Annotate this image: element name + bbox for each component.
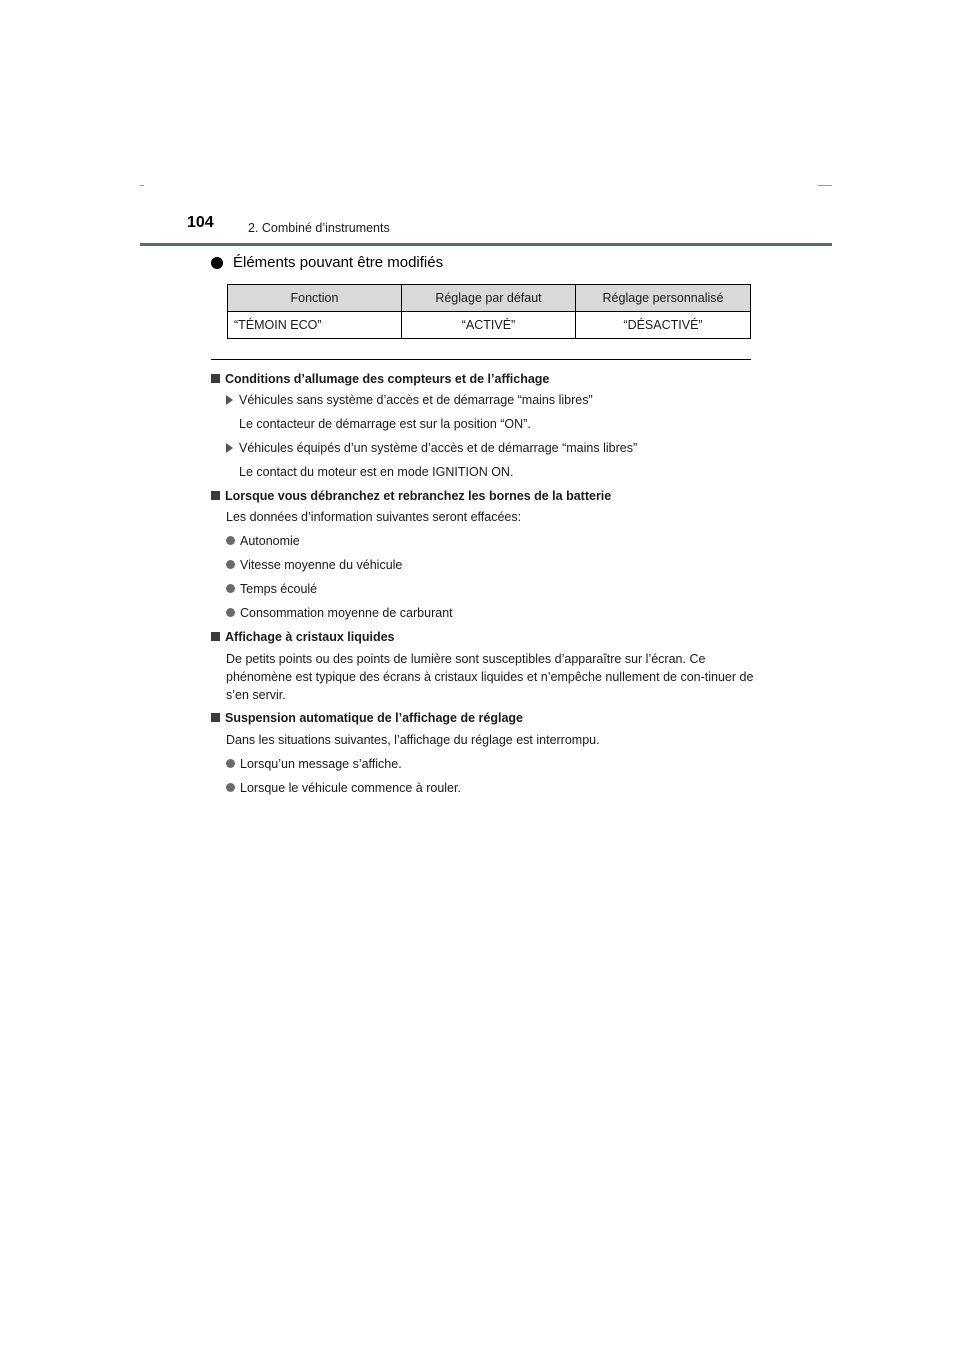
case-row xyxy=(226,439,637,457)
column-header: Fonction xyxy=(228,285,402,312)
case-label: Véhicules équipés d’un système d’accès et de démarrage “mains libres” xyxy=(239,441,638,455)
note-title: Conditions d’allumage des compteurs et de l’affichage xyxy=(225,372,550,386)
circle-bullet-icon xyxy=(226,560,235,569)
case-text: Le contact du moteur est en mode IGNITION ON. xyxy=(239,465,514,479)
page-number: 104 xyxy=(187,214,214,231)
list-item: Vitesse moyenne du véhicule xyxy=(226,556,402,574)
note-heading-battery xyxy=(211,487,611,505)
note-title: Affichage à cristaux liquides xyxy=(225,630,395,644)
crop-mark-right xyxy=(818,185,832,186)
note-heading-conditions xyxy=(211,370,549,388)
list-item: Lorsque le véhicule commence à rouler. xyxy=(226,779,461,797)
table-cell: “DÉSACTIVÉ” xyxy=(576,312,751,339)
case-row xyxy=(226,391,593,409)
note-intro: Dans les situations suivantes, l’affichage du réglage est interrompu. xyxy=(226,733,600,747)
case-text: Le contacteur de démarrage est sur la position “ON”. xyxy=(239,417,531,431)
list-item: Consommation moyenne de carburant xyxy=(226,604,453,622)
items-heading xyxy=(211,254,443,271)
case-label: Véhicules sans système d’accès et de démarrage “mains libres” xyxy=(239,393,593,407)
settings-table xyxy=(227,284,751,339)
header-rule xyxy=(140,243,832,246)
circle-bullet-icon xyxy=(226,536,235,545)
column-header: Réglage personnalisé xyxy=(576,285,751,312)
square-bullet-icon xyxy=(211,713,220,722)
square-bullet-icon xyxy=(211,491,220,500)
notes-rule xyxy=(211,359,751,360)
note-title: Suspension automatique de l’affichage de réglage xyxy=(225,711,523,725)
triangle-bullet-icon xyxy=(226,395,233,405)
table-row xyxy=(228,312,751,339)
crop-mark-left xyxy=(140,185,144,186)
square-bullet-icon xyxy=(211,374,220,383)
list-item: Lorsqu’un message s’affiche. xyxy=(226,755,402,773)
list-item: Autonomie xyxy=(226,532,300,550)
note-intro: Les données d’information suivantes seront effacées: xyxy=(226,510,522,524)
circle-bullet-icon xyxy=(226,584,235,593)
list-item: Temps écoulé xyxy=(226,580,317,598)
table-cell: “ACTIVÉ” xyxy=(402,312,576,339)
items-heading-text: Éléments pouvant être modifiés xyxy=(233,254,444,271)
table-cell: “TÉMOIN ECO” xyxy=(228,312,402,339)
section-title: 2. Combiné d’instruments xyxy=(248,221,390,235)
note-title: Lorsque vous débranchez et rebranchez les bornes de la batterie xyxy=(225,489,612,503)
circle-bullet-icon xyxy=(226,759,235,768)
square-bullet-icon xyxy=(211,632,220,641)
circle-bullet-icon xyxy=(226,783,235,792)
note-heading-lcd xyxy=(211,628,395,646)
column-header: Réglage par défaut xyxy=(402,285,576,312)
table-header-row xyxy=(228,285,751,312)
note-text: De petits points ou des points de lumière sont susceptibles d’apparaître sur l’écran. Ce phénomène est typique des écrans à cristaux liquides et n’empêche nullement de con-tinuer de s’en servir. xyxy=(226,652,754,702)
note-heading-suspension xyxy=(211,709,523,727)
circle-bullet-icon xyxy=(226,608,235,617)
bullet-icon xyxy=(211,257,223,269)
triangle-bullet-icon xyxy=(226,443,233,453)
